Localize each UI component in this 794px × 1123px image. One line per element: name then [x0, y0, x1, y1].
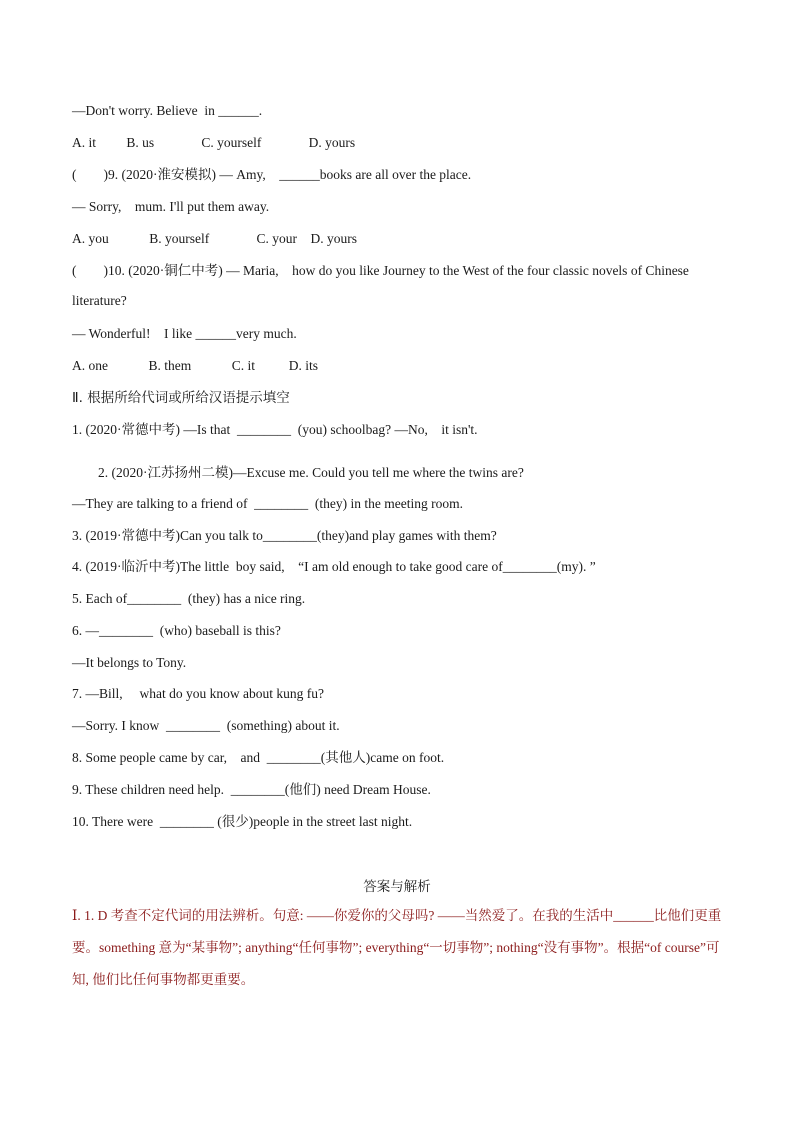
- answer-explanation: Ⅰ. 1. D 考查不定代词的用法辨析。句意: ——你爱你的父母吗? ——当然爱了。在我的生活中______比他们更重要。something 意为“某事物”; anything“任何事物”; everything“一切事物”; nothing“没有事物”。根据“of course”可知, 他们比任何事物都更重要。: [72, 908, 722, 987]
- text-line: —It belongs to Tony.: [72, 655, 187, 670]
- fill-question-7: 7. —Bill, what do you know about kung fu?: [72, 686, 324, 701]
- section-heading: Ⅱ. 根据所给代词或所给汉语提示填空: [72, 390, 290, 406]
- text-line: —Sorry. I know ________ (something) about it.: [72, 718, 340, 733]
- answer-options: A. one B. them C. it D. its: [72, 358, 318, 373]
- text-line: — Wonderful! I like ______very much.: [72, 326, 297, 341]
- answer-options: A. you B. yourself C. your D. yours: [72, 231, 357, 246]
- question-10: ( )10. (2020·铜仁中考) — Maria, how do you like Journey to the West of the four classic novels of Chinese: [72, 263, 689, 278]
- fill-question-8: 8. Some people came by car, and ________(其他人)came on foot.: [72, 750, 445, 765]
- fill-question-6: 6. —________ (who) baseball is this?: [72, 623, 281, 638]
- answer-options: A. it B. us C. yourself D. yours: [72, 135, 356, 150]
- fill-question-1: 1. (2020·常德中考) —Is that ________ (you) schoolbag? —No, it isn't.: [72, 422, 478, 437]
- text-line: —They are talking to a friend of ________ (they) in the meeting room.: [72, 496, 464, 511]
- text-line: — Sorry, mum. I'll put them away.: [72, 199, 270, 214]
- question-9: ( )9. (2020·淮安模拟) — Amy, ______books are all over the place.: [72, 167, 472, 182]
- fill-question-9: 9. These children need help. ________(他们) need Dream House.: [72, 782, 431, 797]
- answer-section-title: 答案与解析: [363, 879, 431, 894]
- fill-question-10: 10. There were ________ (很少)people in the street last night.: [72, 814, 413, 829]
- fill-question-4: 4. (2019·临沂中考)The little boy said, “I am old enough to take good care of________(my). ”: [72, 559, 596, 574]
- text-line: literature?: [72, 293, 127, 308]
- fill-question-2: 2. (2020·江苏扬州二模)—Excuse me. Could you tell me where the twins are?: [98, 465, 524, 480]
- fill-question-5: 5. Each of________ (they) has a nice ring.: [72, 591, 306, 606]
- fill-question-3: 3. (2019·常德中考)Can you talk to________(they)and play games with them?: [72, 528, 497, 543]
- text-line: —Don't worry. Believe in ______.: [72, 103, 263, 118]
